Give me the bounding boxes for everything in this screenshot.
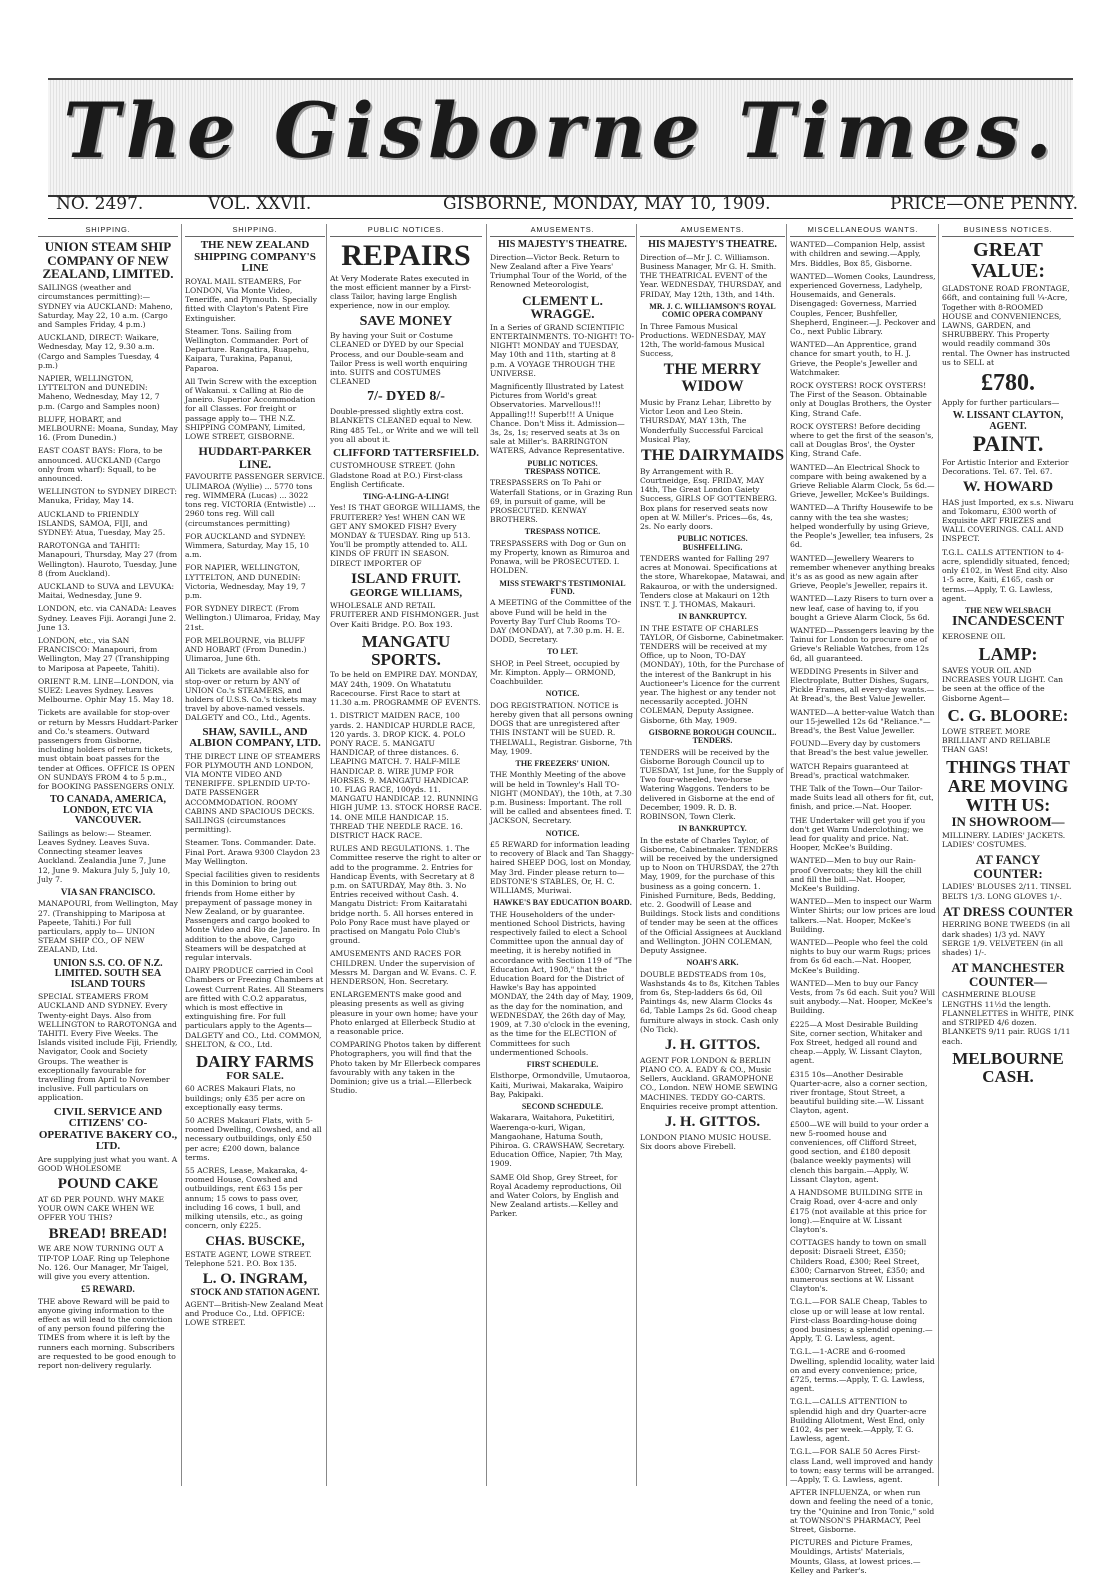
- advertisement-text: For Artistic Interior and Exterior Decorations. Tel. 67. Tel. 67.: [942, 457, 1069, 476]
- advertisement-text: SAILINGS (weather and circumstances permitting):— SYDNEY via AUCKLAND: Maheno, Saturday, May 22, 10 a.m. (Cargo and Samples Friday, 4 p.m.): [38, 283, 173, 329]
- display-heading: THE NEW WELSBACH: [965, 605, 1051, 615]
- advertisement-text: Direction of—Mr J. C. Williamson. Business Manager, Mr G. H. Smith. THE THEATRICAL EVENT of the Year. WEDNESDAY, THURSDAY, and FRIDAY, May 12th, 13th, and 14th.: [640, 252, 782, 299]
- advertisement-text: AT 6D PER POUND. WHY MAKE YOUR OWN CAKE WHEN WE OFFER YOU THIS?: [38, 1194, 165, 1223]
- advertisement-text: THE DIRECT LINE OF STEAMERS FOR PLYMOUTH AND LONDON, VIA MONTE VIDEO AND TENERIFFE. SPLENDID UP-TO-DATE PASSENGER ACCOMMODATION. ROOMY CABINS AND SPACIOUS DECKS. SAILINGS (circumstances permitting).: [185, 751, 321, 835]
- display-heading: THE FREEZERS' UNION.: [515, 759, 610, 769]
- advertisement-text: T.G.L. CALLS ATTENTION to 4-acre, splendidly situated, fenced; only £102, in West End city. Also 1-5 acre, Kaiti, £165, cash or terms.—Apply, T. G. Lawless, agent.: [942, 547, 1070, 603]
- advertisement-text: Elsthorpe, Ormondville, Umutaoroa, Kaiti, Muriwai, Makaraka, Waipiro Bay, Pakipaki.: [490, 1071, 631, 1099]
- advertisement-text: DOG REGISTRATION. NOTICE is hereby given that all persons owning DOGS that are unregistered after THIS INSTANT will be SUED. R. THELWALL, Registrar. Gisborne, 7th May, 1909.: [490, 700, 633, 756]
- advertisement-text: 1. DISTRICT MAIDEN RACE, 100 yards. 2. HANDICAP HURDLE RACE, 120 yards. 3. DROP KICK. 4. POLO PONY RACE. 5. MANGATU HANDICAP, of three distances. 6. LEAPING MATCH. 7. HALF-MILE HANDICAP. 8. WIRE JUMP FOR HORSES. 9. MANGATU HANDICAP. 10. FLAG RACE, 100yds. 11. MANGATU HANDICAP. 12. RUNNING HIGH JUMP. 13. STOCK HORSE RACE. 14. ONE MILE HANDICAP. 15. THREAD THE NEEDLE RACE. 16. DISTRICT HACK RACE.: [330, 711, 482, 840]
- advertisement-text: ROCK OYSTERS! Before deciding where to get the first of the season's, call at Douglas Bros', the Oyster King, Strand Cafe.: [790, 421, 934, 459]
- display-heading: PAINT.: [972, 431, 1044, 457]
- advertisement-text: Direction—Victor Beck. Return to New Zealand after a Five Years' Triumphal Tour of the World, of the Renowned Meteorologist,: [490, 252, 627, 290]
- advertisement-text: £315 10s—Another Desirable Quarter-acre, also a corner section, river frontage, Stout Street, a beautiful building site.—W. Lissant Clayton, agent.: [790, 1069, 928, 1116]
- advertisement-text: FOR MELBOURNE, via BLUFF AND HOBART (From Dunedin.) Ulimaroa, June 6th.: [185, 635, 307, 664]
- advertisement-text: RAROTONGA and TAHITI: Manapouri, Thursday, May 27 (from Wellington). Hauroto, Tuesday, June 8 (from Auckland).: [38, 541, 178, 578]
- advertisement-text: TRESPASSERS with Dog or Gun on my Property, known as Rimuroa and Ponawa, will be PROSECUTED. I. HOLDEN.: [490, 538, 630, 576]
- display-heading: AT MANCHESTER COUNTER—: [951, 960, 1065, 989]
- advertisement-text: Magnificently Illustrated by Latest Pictures from World's great Observatories. Marvellous!!! Appalling!!! Superb!!! A Unique Chance. Don't Miss it. Admission—3s, 2s, 1s; reserved seats at 3s on sale at Miller's. BARRINGTON WATERS, Advance Representative.: [490, 382, 625, 456]
- display-heading: INCANDESCENT: [951, 614, 1065, 630]
- advertisement-text: WANTED—Passengers leaving by the Tainui for London to procure one of Grieve's Reliable Watches, from 12s 6d, all guaranteed.: [790, 625, 934, 663]
- advertisement-text: THE above Reward will be paid to anyone giving information to the effect as will lead to the conviction of any person found pilfering the TIMES from where it is left by the runners each morning. Subscribers are requested to be good enough to report non-delivery regularly.: [38, 1296, 176, 1370]
- advertisement-text: GLADSTONE ROAD FRONTAGE, 66ft, and containing full ¼-Acre, Together with 8-ROOMED HOUSE and CONVENIENCES, LAWNS, GARDEN, and SHRUBBERY. This Property would readily command 30s rental. The Owner has instructed us to SELL at: [942, 284, 1071, 367]
- display-heading: HAWKE'S BAY EDUCATION BOARD.: [493, 898, 632, 908]
- advertisement-text: AGENT FOR LONDON & BERLIN PIANO CO. A. EADY & CO., Music Sellers, Auckland. GRAMOPHONE CO., London. NEW HOME SEWING MACHINES. TEDDY GO-CARTS. Enquiries receive prompt attention.: [640, 1055, 778, 1111]
- display-heading: THE MERRY WIDOW: [663, 361, 762, 396]
- advertisement-text: FAVOURITE PASSENGER SERVICE. ULIMAROA (Wyllie) ... 5770 tons reg. WIMMERA (Lucas) ... 3022 tons reg. VICTORIA (Entwistle) ... 2960 tons reg. Will call (circumstances permitting): [185, 472, 325, 528]
- advertisement-text: Tickets are available for stop-over or return by Messrs Huddart-Parker and Co.'s steamers. Outward passengers from Gisborne, including holders of return tickets, must obtain boat passes for the tender at Offices. OFFICE IS OPEN ON SUNDAYS FROM 4 to 5 p.m., for BOOKING PASSENGERS ONLY.: [38, 708, 178, 792]
- advertisement-text: T.G.L.—FOR SALE 50 Acres First-class Land, well improved and handy to town; easy terms will be arranged.—Apply, T. G. Lawless, agent.: [790, 1447, 935, 1484]
- column-1: [38, 224, 178, 1486]
- advertisement-text: EAST COAST BAYS: Flora, to be announced. AUCKLAND (Cargo only from wharf): Squall, to be announced.: [38, 446, 163, 483]
- display-heading: GREAT VALUE:: [970, 239, 1046, 283]
- advertisement-text: HAS just Imported, ex s.s. Niwaru and Tokomaru, £300 worth of Exquisite ART FRIEZES and WALL COVERINGS. CALL AND INSPECT.: [942, 497, 1074, 544]
- masthead: [48, 78, 1073, 197]
- advertisement-text: By Arrangement with R. Courtneidge, Esq. FRIDAY, MAY 14th, The Great London Gaiety Success, GIRLS OF GOTTENBERG. Box plans for reserved seats now open at W. Miller's. Prices—6s, 4s, 2s. No early doors.: [640, 466, 777, 531]
- display-heading: HIS MAJESTY'S THEATRE.: [498, 239, 627, 251]
- advertisement-text: TENDERS will be received by the Gisborne Borough Council up to TUESDAY, 1st June, for the Supply of Two four-wheeled, two-horse Watering Waggons. Tenders to be delivered in Gisborne at the end of December, 1909. R. D. B. ROBINSON, Town Clerk.: [640, 747, 784, 821]
- advertisement-text: At Very Moderate Rates executed in the most efficient manner by a First-class Tailor, having large English experience, now in our employ.: [330, 273, 472, 311]
- advertisement-text: LADIES' BLOUSES 2/11. TINSEL BELTS 1/3. LONG GLOVES 1/-.: [942, 882, 1071, 901]
- advertisement-text: DAIRY PRODUCE carried in Cool Chambers or Freezing Chambers at Lowest Current Rates. All Steamers are fitted with C.O.2 apparatus, which is most effective in extinguishing fire. For full particulars apply to the Agents— DALGETY and CO., Ltd. COMMON, SHELTON, & CO., Ltd.: [185, 966, 324, 1049]
- display-heading: SAVE MONEY: [359, 313, 453, 329]
- advertisement-text: LONDON, etc., via SAN FRANCISCO: Manapouri, from Wellington, May 27 (Transhipping to Mariposa at Papeete, Tahiti).: [38, 636, 170, 673]
- advertisement-text: LONDON, etc. via CANADA: Leaves Sydney. Leaves Fiji. Aorangi June 2. June 13.: [38, 604, 177, 632]
- column-3: [330, 224, 482, 1486]
- advertisement-text: T.G.L.—CALLS ATTENTION to splendid high and dry Quarter-acre Building Allotment, West End, only £102, 4s per week.—Apply, T. G. Lawless, agent.: [790, 1397, 927, 1444]
- display-heading: THE NEW ZEALAND SHIPPING COMPANY'S LINE: [194, 239, 316, 275]
- advertisement-text: WHOLESALE AND RETAIL FRUITERER AND FISHMONGER. Just Over Kaiti Bridge. P.O. Box 193.: [330, 601, 479, 629]
- advertisement-text: MILLINERY. LADIES' JACKETS. LADIES' COSTUMES.: [942, 830, 1066, 849]
- advertisement-text: WEDDING Presents in Silver and Electroplate, Butter Dishes, Sugars, Pickle Frames, all every-day wants.—At Bread's, the Best Value Jeweller.: [790, 666, 935, 704]
- advertisement-text: ORIENT R.M. LINE—LONDON, via SUEZ: Leaves Sydney. Leaves Melbourne. Ophir May 15. May 18.: [38, 676, 174, 705]
- advertisement-text: SHOP, in Peel Street, occupied by Mr. Kimpton. Apply— ORMOND, Coachbuilder.: [490, 658, 620, 687]
- advertisement-text: CASHMERINE BLOUSE LENGTHS 11½d the length. FLANNELETTES in WHITE, PINK and STRIPED 4/6 dozen. BLANKETS 9/11 pair. RUGS 1/11 each.: [942, 990, 1074, 1046]
- advertisement-text: COMPARING Photos taken by different Photographers, you will find that the Photo taken by Mr Ellerbeck compares favourably with any taken in the Dominion; give us a trial.—Ellerbeck Studio.: [330, 1040, 481, 1096]
- advertisement-text: DOUBLE BEDSTEADS from 10s, Washstands 4s to 8s, Kitchen Tables from 6s, Step-ladders 6s 6d, Oil Paintings 4s, new Alarm Clocks 4s 6d, Table Lamps 2s 6d. Good cheap furniture always in stock. Cash only (No Tick).: [640, 969, 780, 1034]
- display-heading: TRESPASS NOTICE.: [524, 467, 601, 477]
- display-heading: CIVIL SERVICE AND CITIZENS' CO-OPERATIVE BAKERY CO., LTD.: [38, 1105, 178, 1153]
- advertisement-text: ENLARGEMENTS make good and pleasing presents as well as giving pleasure in your own home; have your Photo enlarged at Ellerbeck Studio at a reasonable price.: [330, 990, 478, 1036]
- column-rule: [486, 224, 487, 1486]
- display-heading: J. H. GITTOS.: [664, 1113, 761, 1130]
- advertisement-text: THE Monthly Meeting of the above will be held in Townley's Hall TO-NIGHT (MONDAY), the 10th, at 7.30 p.m. Business: Important. The roll will be called and absentees fined. T. JACKSON, Secretary.: [490, 770, 632, 826]
- advertisement-text: WE ARE NOW TURNING OUT A TIP-TOP LOAF. Ring up Telephone No. 126. Our Manager, Mr Taigel, will give you every attention.: [38, 1244, 170, 1281]
- price: PRICE—ONE PENNY.: [890, 194, 1079, 214]
- display-heading: UNION S.S. CO. OF N.Z. LIMITED. SOUTH SEA ISLAND TOURS: [53, 957, 163, 990]
- display-heading: L. O. INGRAM,: [202, 1271, 308, 1288]
- advertisement-text: THE Householders of the under-mentioned School Districts, having respectively failed to elect a School Committee upon the annual day of meeting, it is hereby notified in accordance with Section 119 of "The Education Act, 1908," that the Education Board for the District of Hawke's Bay has appointed MONDAY, the 24th day of May, 1909, as the day for the nomination, and WEDNESDAY, the 26th day of May, 1909, at 7.30 o'clock in the evening, as the time for the ELECTION of Committees for such undermentioned Schools.: [490, 909, 634, 1057]
- display-heading: TO LET.: [547, 647, 578, 657]
- display-heading: J. H. GITTOS.: [664, 1037, 761, 1054]
- advertisement-text: AFTER INFLUENZA, or when run down and feeling the need of a tonic, try the "Quinine and Iron Tonic," sold at TOWNSON'S PHARMACY, Peel Street, Gisborne.: [790, 1488, 935, 1534]
- column-2: [185, 224, 325, 1486]
- column-header: SHIPPING.: [38, 224, 178, 237]
- display-heading: POUND CAKE: [57, 1176, 159, 1193]
- display-heading: SECOND SCHEDULE.: [521, 1101, 604, 1111]
- advertisement-text: 50 ACRES Makauri Flats, with 5-roomed Dwelling, Cowshed, and all necessary outbuildings, only £50 per acre; £200 down, balance terms.: [185, 1115, 322, 1162]
- display-heading: GEORGE WILLIAMS,: [349, 586, 463, 599]
- display-heading: HIS MAJESTY'S THEATRE.: [648, 239, 777, 251]
- advertisement-text: Steamer. Tons. Sailing from Wellington. Commander. Port of Departure. Rangatira, Ruapehu, Kaipara, Turakina, Papanui, Paparoa.: [185, 326, 310, 373]
- newspaper-title: The Gisborne Times.: [63, 86, 1058, 175]
- display-heading: CLIFFORD TATTERSFIELD.: [332, 446, 480, 459]
- display-heading: PUBLIC NOTICES.: [677, 534, 748, 544]
- display-heading: NOTICE.: [545, 689, 580, 699]
- advertisement-text: AGENT—British-New Zealand Meat and Produce Co., Ltd. OFFICE: LOWE STREET.: [185, 1299, 324, 1328]
- advertisement-text: In Three Famous Musical Productions. WEDNESDAY, MAY 12th, The world-famous Musical Success,: [640, 321, 766, 359]
- advertisement-text: BLUFF, HOBART, and MELBOURNE: Moana, Sunday, May 16. (From Dunedin.): [38, 414, 178, 443]
- advertisement-text: KEROSENE OIL: [942, 631, 1005, 641]
- column-rule: [636, 224, 637, 1486]
- advertisement-text: WANTED—Jewellery Wearers to remember whenever anything breaks it's as as good as new again after Grieve, People's Jeweller, repairs it.: [790, 553, 935, 591]
- display-heading: THINGS THAT ARE MOVING WITH US:: [946, 757, 1070, 816]
- advertisement-text: WANTED—A better-value Watch than our 15-jewelled 12s 6d "Reliance."—Bread's, the Best Value Jeweller.: [790, 707, 935, 735]
- column-header: MISCELLANEOUS WANTS.: [790, 224, 936, 237]
- column-header: AMUSEMENTS.: [490, 224, 635, 237]
- advertisement-text: In the estate of Charles Taylor, of Gisborne, Cabinetmaker. TENDERS will be received by the undersigned up to Noon on THURSDAY, the 27th May, 1909, for the purchase of this business as a going concern. 1. Finished Furniture, Beds, Bedding, etc. 2. Goodwill of Lease and Buildings. Stock lists and conditions of tender may be seen at the offices of the Official Assignees at Auckland and Wellington. JOHN COLEMAN, Deputy Assignee.: [640, 835, 782, 955]
- display-heading: HUDDART-PARKER LINE.: [198, 444, 312, 471]
- advertisement-text: WANTED—Men to buy our Fancy Vests, from 7s 6d each. Suit you? Will suit anybody.—Nat. Hooper, McKee's Building.: [790, 978, 936, 1016]
- advertisement-text: TENDERS wanted for Falling 297 acres at Monowai. Specifications at the store, Wharekopae, Matawai, and Rakauroa, or with the undersigned. Tenders close at Makauri on 12th INST. T. J. THOMAS, Makauri.: [640, 553, 785, 609]
- advertisement-text: WANTED—Companion Help, assist with children and sewing.—Apply, Mrs. Biddles, Box 85, Gisborne.: [790, 240, 925, 268]
- advertisement-text: THE Undertaker will get you if you don't get Warm Underclothing; we lead for quality and price. Nat. Hooper, McKee's Building.: [790, 815, 926, 853]
- column-5: [640, 224, 785, 1486]
- advertisement-text: AUCKLAND to FRIENDLY ISLANDS, SAMOA, FIJI, and SYDNEY: Atua, Tuesday, May 25.: [38, 509, 166, 537]
- column-header: AMUSEMENTS.: [640, 224, 785, 237]
- dateline: [48, 192, 1079, 219]
- advertisement-text: WANTED—Lazy Risers to turn over a new leaf, case of having to, if you bought a Grieve Alarm Clock, 5s 6d.: [790, 594, 934, 622]
- advertisement-text: Double-pressed slightly extra cost. BLANKETS CLEANED equal to New. Ring 485 Tel., or Write and we will tell you all about it.: [330, 407, 479, 444]
- display-heading: CHAS. BUSCKE,: [205, 1233, 305, 1249]
- advertisement-text: FOR AUCKLAND and SYDNEY: Wimmera, Saturday, May 15, 10 a.m.: [185, 531, 309, 560]
- display-heading: AT FANCY COUNTER:: [973, 852, 1043, 881]
- advertisement-text: PICTURES and Picture Frames, Mouldings, Artists' Materials, Mounts, Glass, at lowest prices.—Kelley and Parker's.: [790, 1538, 921, 1575]
- column-rule: [938, 224, 939, 1486]
- issue-number: NO. 2497.: [56, 194, 144, 214]
- display-heading: MANGATU SPORTS.: [361, 631, 451, 669]
- display-heading: C. G. BLOORE:: [947, 705, 1069, 725]
- display-heading: VIA SAN FRANCISCO.: [60, 887, 156, 897]
- advertisement-text: LOWE STREET. MORE BRILLIANT AND RELIABLE THAN GAS!: [942, 726, 1051, 755]
- display-heading: TING-A-LING-A-LING!: [362, 492, 450, 502]
- advertisement-text: IN THE ESTATE OF CHARLES TAYLOR, Of Gisborne, Cabinetmaker. TENDERS will be received at my Office, up to Noon, TO-DAY (MONDAY), 10th, for the Purchase of the interest of the Bankrupt in his Auctioneer's Licence for the current year. The highest or any tender not necessarily accepted. JOHN COLEMAN, Deputy Assignee. Gisborne, 6th May, 1909.: [640, 623, 784, 725]
- advertisement-text: WELLINGTON to SYDNEY DIRECT: Manuka, Friday, May 14.: [38, 487, 177, 506]
- display-heading: MELBOURNE CASH.: [952, 1048, 1064, 1086]
- column-header: PUBLIC NOTICES.: [330, 224, 482, 237]
- display-heading: 7/- DYED 8/-: [367, 389, 445, 405]
- display-heading: TENDERS.: [692, 736, 733, 746]
- advertisement-text: ROCK OYSTERS! ROCK OYSTERS! The First of the Season. Obtainable only at Douglas Brothers, the Oyster King, Strand Cafe.: [790, 381, 932, 418]
- advertisement-text: WANTED—People who feel the cold nights to buy our warm Rugs; prices from 6s 6d each.—Nat. Hooper, McKee's Building.: [790, 938, 931, 975]
- display-heading: £5 REWARD.: [81, 1284, 135, 1295]
- display-heading: NOTICE.: [545, 828, 580, 838]
- volume-number: VOL. XXVII.: [208, 194, 312, 214]
- display-heading: PUBLIC NOTICES.: [527, 458, 598, 468]
- advertisement-text: FOR NAPIER, WELLINGTON, LYTTELTON, AND DUNEDIN: Victoria, Wednesday, May 19, 7 p.m.: [185, 563, 306, 600]
- advertisement-text: FOR SYDNEY DIRECT. (From Wellington.) Ulimaroa, Friday, May 21st.: [185, 604, 320, 632]
- display-heading: LAMP:: [978, 644, 1038, 665]
- advertisement-text: CUSTOMHOUSE STREET. (John Gladstone Road at P.O.) First-class English Certificate.: [330, 461, 463, 489]
- advertisement-text: £500—WE will build to your order a new 5-roomed house and conveniences, off Clifford Street, good section, and £180 deposit (balance weekly payments) will clench this bargain.—Apply, W. Lissant Clayton, agent.: [790, 1119, 929, 1184]
- column-7: [942, 224, 1074, 1486]
- advertisement-text: Are supplying just what you want. A GOOD WHOLESOME: [38, 1154, 178, 1173]
- column-rule: [326, 224, 327, 1486]
- display-heading: TO CANADA, AMERICA, LONDON, ETC VIA VANCOUVER.: [50, 794, 166, 827]
- advertisement-text: 60 ACRES Makauri Flats, no buildings; only £35 per acre on exceptionally easy terms.: [185, 1084, 306, 1112]
- display-heading: IN SHOWROOM—: [951, 814, 1065, 830]
- advertisement-text: RULES AND REGULATIONS. 1. The Committee reserve the right to alter or add to the programme. 2. Entries for Handicap Events, with Secretary at 8 p.m. on SATURDAY, May 8th. 3. No Entries received without Cash. 4. Mangatu District: From Kaitaratahi bridge north. 5. All horses entered in Polo Pony Race must have played or practised on Mangatu Polo Club's ground.: [330, 844, 481, 946]
- display-heading: FIRST SCHEDULE.: [526, 1059, 599, 1069]
- advertisement-text: LONDON PIANO MUSIC HOUSE. Six doors above Firebell.: [640, 1132, 772, 1151]
- advertisement-text: Sailings as below:— Steamer. Leaves Sydney. Leaves Suva. Connecting steamer leaves Auckland. Zealandia June 7, June 12, June 9. Makura July 5, July 10, July 7.: [38, 828, 171, 884]
- advertisement-text: WANTED—Women Cooks, Laundress, experienced Governess, Ladyhelp, Housemaids, and Generals. Disengaged: Governess, Married Couples, Fencer, Bushfeller, Shepherd, Engineer.—J. Peckover and Co., next Public Library.: [790, 271, 936, 337]
- advertisement-text: SAME Old Shop, Grey Street, for Royal Academy reproductions, Oil and Water Colors, by English and New Zealand artists.—Kelley and Parker.: [490, 1172, 622, 1219]
- column-header: BUSINESS NOTICES.: [942, 224, 1074, 237]
- display-heading: FOR SALE.: [226, 1069, 284, 1082]
- column-rule: [181, 224, 182, 1486]
- advertisement-text: WATCH Repairs guaranteed at Bread's, practical watchmaker.: [790, 761, 910, 780]
- advertisement-text: By having your Suit or Costume CLEANED or DYED by our Special Process, and our Double-seam and Tailor Press is well worth enquiring into. SUITS and COSTUMES CLEANED: [330, 331, 468, 387]
- display-heading: UNION STEAM SHIP COMPANY OF NEW ZEALAND, LIMITED.: [42, 239, 174, 282]
- advertisement-text: Apply for further particulars—: [942, 398, 1060, 408]
- advertisement-text: T.G.L.—1-ACRE and 6-roomed Dwelling, splendid locality, water laid on and every convenience; price, £725, terms.—Apply, T. G. Lawless, agent.: [790, 1347, 935, 1394]
- advertisement-text: All Twin Screw with the exception of Wakanui. x Calling at Rio de Janeiro. Superior Accommodation for all Classes. For freight or passage apply to— THE N.Z. SHIPPING COMPANY, Limited, LOWE STREET, GISBORNE.: [185, 376, 317, 442]
- advertisement-text: HERRING BONE TWEEDS (in all dark shades) 1/3 yd. NAVY SERGE 1/9. VELVETEEN (in all shades) 1/-.: [942, 920, 1071, 957]
- advertisement-text: NAPIER, WELLINGTON, LYTTELTON and DUNEDIN: Maheno, Wednesday, May 12, 7 p.m. (Cargo and Samples noon): [38, 373, 160, 411]
- advertisement-text: WANTED—A Thrifty Housewife to be canny with the tea she wastes; helped wonderfully by using Grieve, the People's Jeweller, tea infusers, 2s 6d.: [790, 503, 934, 550]
- advertisement-text: ESTATE AGENT, LOWE STREET. Telephone 521. P.O. Box 135.: [185, 1250, 312, 1269]
- advertisement-text: WANTED—An Apprentice, grand chance for smart youth, to H. J. Grieve, the People's Jeweller and Watchmaker.: [790, 340, 918, 377]
- display-heading: DAIRY FARMS: [196, 1051, 314, 1071]
- advertisement-text: Yes! IS THAT GEORGE WILLIAMS, the FRUITERER? Yes! WHEN CAN WE GET ANY SMOKED FISH? Every MONDAY & TUESDAY. Ring up 513. You'll be promptly attended to. ALL KINDS OF FRUIT IN SEASON. DIRECT IMPORTER OF: [330, 503, 480, 568]
- advertisement-text: WANTED—Men to inspect our Warm Winter Shirts; our low prices are loud talkers.—Nat. Hooper, McKee's Building.: [790, 897, 936, 934]
- advertisement-text: In a Series of GRAND SCIENTIFIC ENTERTAINMENTS. TO-NIGHT! TO-NIGHT! MONDAY and TUESDAY, May 10th and 11th, starting at 8 p.m. A VOYAGE THROUGH THE UNIVERSE.: [490, 322, 635, 378]
- display-heading: W. LISSANT CLAYTON, AGENT.: [952, 410, 1064, 432]
- publication-place-date: GISBORNE, MONDAY, MAY 10, 1909.: [443, 194, 771, 214]
- display-heading: NOAH'S ARK.: [686, 958, 739, 968]
- advertisement-text: T.G.L.—FOR SALE Cheap, Tables to close up or will lease at low rental. First-class Boarding-house doing good business; a splendid opening.—Apply, T. G. Lawless, agent.: [790, 1297, 933, 1344]
- advertisement-text: AMUSEMENTS AND RACES FOR CHILDREN. Under the supervision of Messrs M. Dargan and W. Evans. C. F. HENDERSON, Hon. Secretary.: [330, 949, 477, 986]
- display-heading: THE DAIRYMAIDS: [640, 446, 784, 464]
- advertisement-text: £225—A Most Desirable Building Site, corner section, Whitaker and Fox Street, hedged all round and cheap.—Apply, W. Lissant Clayton, agent.: [790, 1019, 923, 1066]
- display-heading: REPAIRS: [341, 239, 471, 273]
- advertisement-text: AUCKLAND, DIRECT: Waikare, Wednesday, May 12, 9.30 a.m. (Cargo and Samples Tuesday, 4 p.m.): [38, 333, 160, 370]
- display-heading: MISS STEWART'S TESTIMONIAL FUND.: [499, 578, 626, 597]
- advertisement-text: WANTED—Men to buy our Rain-proof Overcoats; they kill the chill and fill the bill.—Nat. Hooper, McKee's Building.: [790, 856, 922, 893]
- display-heading: W. HOWARD: [962, 478, 1054, 495]
- column-header: SHIPPING.: [185, 224, 325, 237]
- advertisement-text: £5 REWARD for information leading to recovery of Black and Tan Shaggy-haired SHEEP DOG, lost on Monday, May 3rd. Finder please return to— EDSTONE'S STABLES, Or, H. C. WILLIAMS, Muriwai.: [490, 840, 634, 896]
- column-rule: [786, 224, 787, 1486]
- advertisement-text: 55 ACRES, Lease, Makaraka, 4-roomed House, Cowshed and outbuildings, rent £63 15s per annum; 15 cows to pass over, including 16 cows, 1 bull, and milking utensils, etc., as going concern, only £225.: [185, 1165, 308, 1231]
- advertisement-text: ROYAL MAIL STEAMERS, For LONDON, Via Monte Video, Teneriffe, and Plymouth. Specially fitted with Clayton's Patent Fire Extinguisher.: [185, 276, 317, 323]
- advertisement-text: Wakarara, Waitahora, Puketitiri, Waerenga-o-kuri, Wigan, Mangaohane, Hatuma South, Pihiroa. G. CRAWSHAW, Secretary. Education Office, Napier, 7th May, 1909.: [490, 1113, 625, 1169]
- column-4: [490, 224, 635, 1486]
- advertisement-text: COTTAGES handy to town on small deposit: Disraeli Street, £350; Childers Road, £300; Reel Street, £300; Carnarvon Street, £350; and numerous sections at W. Lissant Clayton's.: [790, 1238, 927, 1294]
- advertisement-text: A MEETING of the Committee of the above Fund will be held in the Poverty Bay Turf Club Rooms TO-DAY (MONDAY), at 7.30 p.m. H. E. DODD, Secretary.: [490, 598, 632, 645]
- display-heading: IN BANKRUPTCY.: [678, 612, 747, 622]
- advertisement-text: Music by Franz Lehar, Libretto by Victor Leon and Leo Stein. THURSDAY, MAY 13th, The Wonderfully Successful Farcical Musical Play,: [640, 397, 772, 444]
- advertisement-text: A HANDSOME BUILDING SITE in Craig Road, over 4-acre and only £175 (not available at this price for long).—Enquire at W. Lissant Clayton's.: [790, 1188, 927, 1234]
- display-heading: MR. J. C. WILLIAMSON'S ROYAL COMIC OPERA COMPANY: [649, 301, 776, 320]
- advertisement-text: To be held on EMPIRE DAY. MONDAY, MAY 24th, 1909. On Whatatutu Racecourse. First Race to start at 11.30 a.m. PROGRAMME OF EVENTS.: [330, 670, 481, 708]
- display-heading: ISLAND FRUIT.: [351, 570, 461, 587]
- display-heading: GISBORNE BOROUGH COUNCIL.: [648, 727, 777, 737]
- display-heading: SHAW, SAVILL, AND ALBION COMPANY, LTD.: [189, 725, 321, 750]
- advertisement-text: SPECIAL STEAMERS FROM AUCKLAND AND SYDNEY. Every Twenty-eight Days. Also from WELLINGTON to RAROTONGA and TAHITI. Every Five Weeks. The Islands visited include Fiji, Friendly, Navigator, Cook and Society Groups. The weather is exceptionally favourable for travelling from April to November inclusive. Full particulars on application.: [38, 992, 178, 1103]
- advertisement-text: TRESPASSERS on To Pahi or Waterfall Stations, or in Grazing Run 69, in pursuit of game, will be PROSECUTED. KENWAY BROTHERS.: [490, 478, 633, 525]
- display-heading: STOCK AND STATION AGENT.: [190, 1287, 320, 1298]
- display-heading: £780.: [981, 370, 1035, 397]
- advertisement-text: MANAPOURI, from Wellington, May 27. (Transhipping to Mariposa at Papeete, Tahiti.) For full particulars, apply to— UNION STEAM SHIP CO., OF NEW ZEALAND, Ltd.: [38, 899, 178, 955]
- advertisement-text: SAVES YOUR OIL AND INCREASES YOUR LIGHT. Can be seen at the office of the Gisborne Agent—: [942, 666, 1064, 703]
- advertisement-text: AUCKLAND to SUVA and LEVUKA: Maitai, Wednesday, June 9.: [38, 582, 175, 601]
- advertisement-text: Special facilities given to residents in this Dominion to bring out friends from Home either by prepayment of passage money in New Zealand, or by guarantee. Passengers and cargo booked to Monte Video and Rio de Janeiro. In addition to the above, Cargo Steamers will be despatched at regular intervals.: [185, 870, 321, 962]
- advertisement-text: FOUND—Every day by customers that Bread's the best value jeweller.: [790, 739, 929, 758]
- display-heading: IN BANKRUPTCY.: [678, 824, 747, 834]
- advertisement-text: WANTED—An Electrical Shock to compare with being awakened by a Grieve Reliable Alarm Clock, 5s 6d.—Grieve, Jeweller, McKee's Buildings.: [790, 462, 935, 500]
- advertisement-text: All Tickets are available also for stop-over or return by ANY of UNION Co.'s STEAMERS, and holders of U.S.S. Co.'s tickets may travel by above-named vessels. DALGETY and CO., Ltd., Agents.: [185, 667, 317, 723]
- advertisement-text: THE Talk of the Town—Our Tailor-made Suits lead all others for fit, cut, finish, and price.—Nat. Hooper.: [790, 783, 934, 812]
- column-6: [790, 224, 936, 1575]
- display-heading: BREAD! BREAD!: [48, 1225, 168, 1242]
- display-heading: TRESPASS NOTICE.: [524, 527, 601, 537]
- display-heading: CLEMENT L. WRAGGE.: [522, 292, 603, 322]
- display-heading: AT DRESS COUNTER: [942, 903, 1074, 919]
- advertisement-text: Steamer. Tons. Commander. Date. Final Port. Arawa 9300 Claydon 23 May Wellington.: [185, 838, 321, 866]
- display-heading: BUSHFELLING.: [682, 542, 743, 552]
